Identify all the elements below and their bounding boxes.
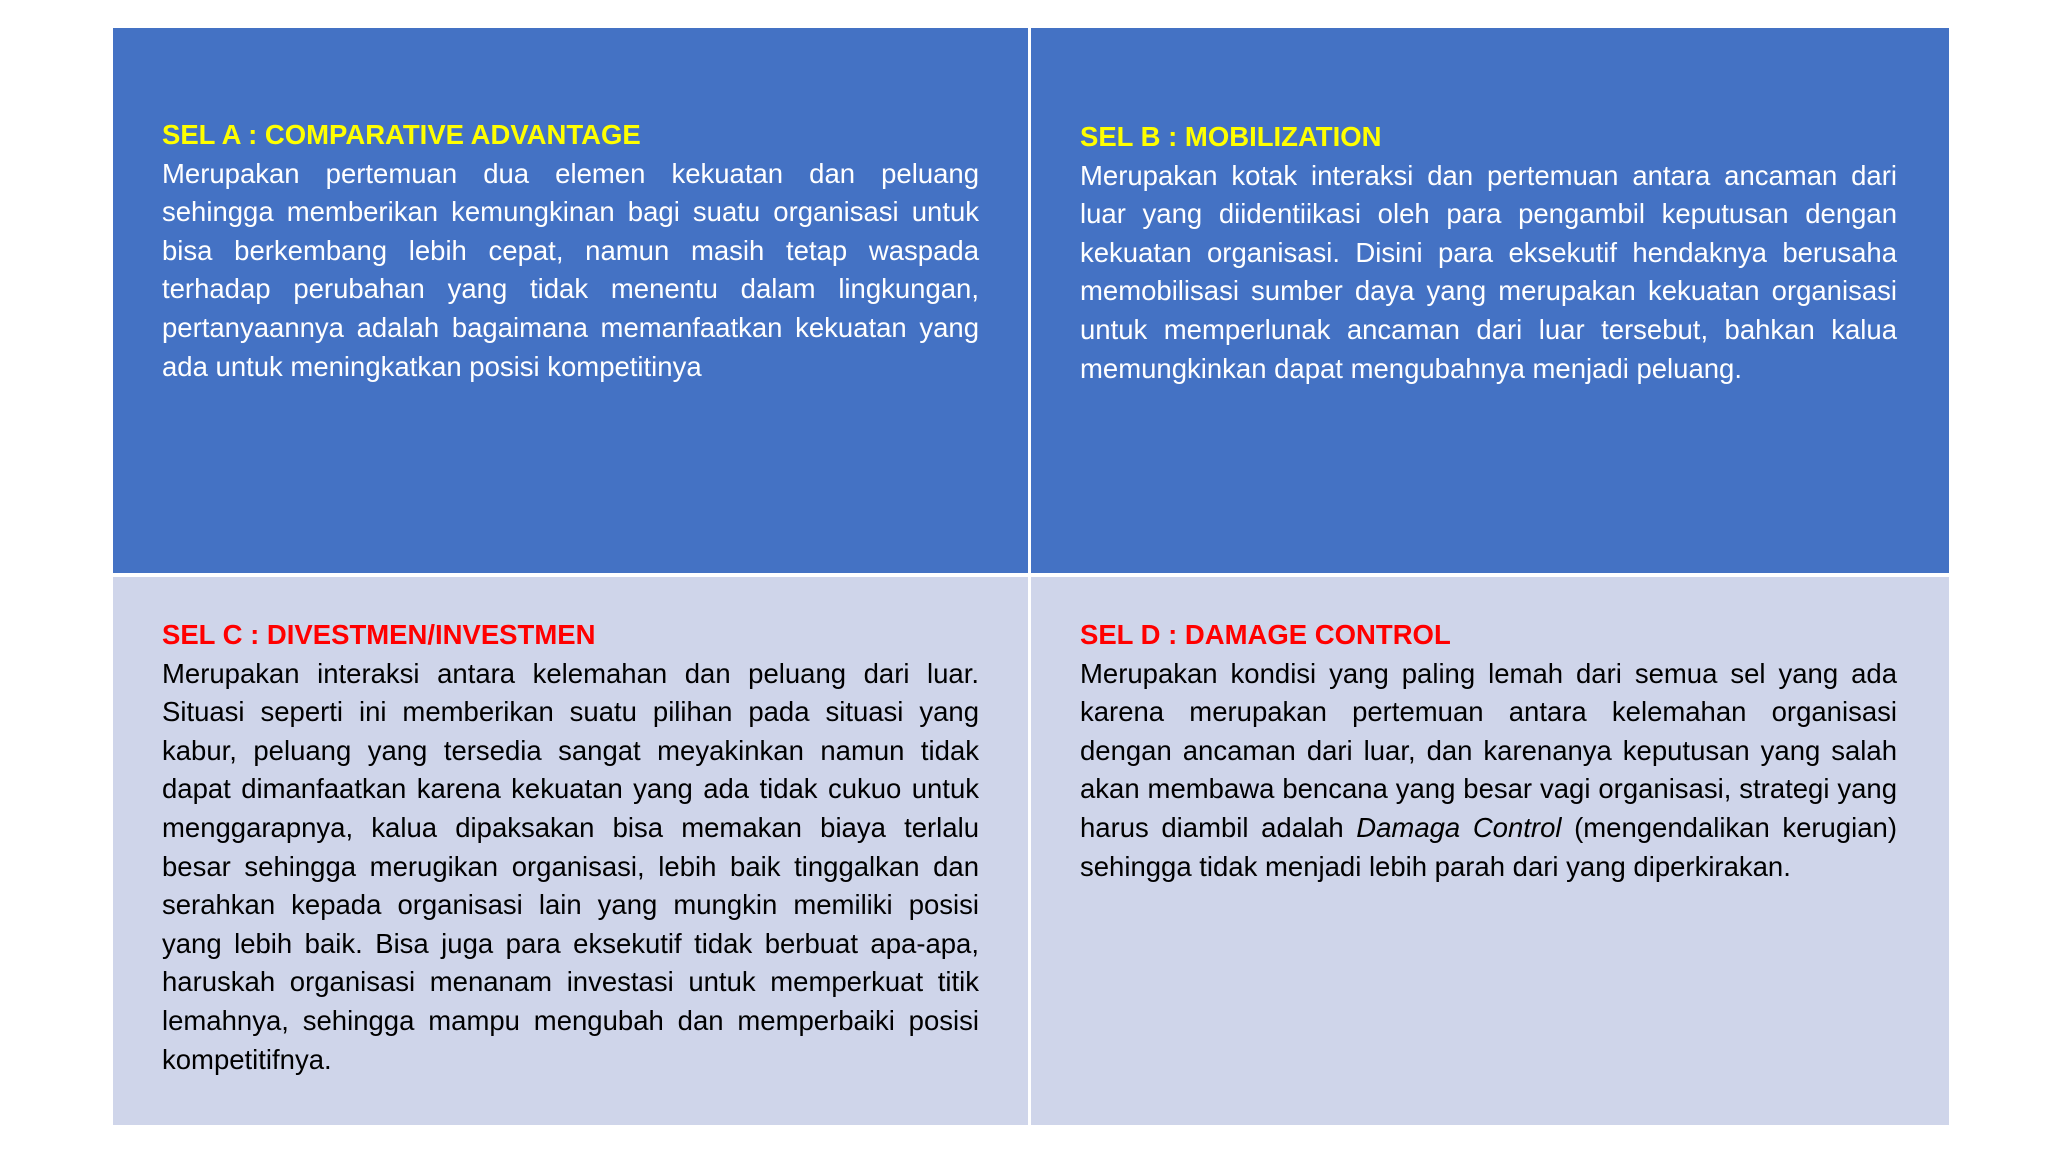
cell-d-body — [1080, 655, 1897, 887]
cell-content — [1080, 616, 1897, 886]
cell-c-body: Merupakan interaksi antara kelemahan dan peluang dari luar. Situasi seperti ini memberikan suatu pilihan pada situasi yang kabur, peluang yang tersedia sangat meyakinkan namun tidak dapat dimanfaatkan karena kekuatan yang ada tidak cukuo untuk menggarapnya, kalua dipaksakan bisa memakan biaya terlalu besar sehingga merugikan organisasi, lebih baik tinggalkan dan serahkan kepada organisasi lain yang mungkin memiliki posisi yang lebih baik. Bisa juga para eksekutif tidak berbuat apa-apa, haruskah organisasi menanam investasi untuk memperkuat titik lemahnya, sehingga mampu mengubah dan memperbaiki posisi kompetitifnya. — [162, 657, 979, 1075]
cell-b-body: Merupakan kotak interaksi dan pertemuan antara ancaman dari luar yang diidentiikasi oleh para pengambil keputusan dengan kekuatan organisasi. Disini para eksekutif hendaknya berusaha memobilisasi sumber daya yang merupakan kekuatan organisasi untuk memperlunak ancaman dari luar tersebut, bahkan kalua memungkinkan dapat mengubahnya menjadi peluang. — [1080, 159, 1897, 384]
cell-content — [1080, 118, 1897, 388]
cell-a-title: SEL A : COMPARATIVE ADVANTAGE — [162, 119, 641, 150]
cell-d-damage-control — [1031, 577, 1949, 1125]
cell-b-title: SEL B : MOBILIZATION — [1080, 121, 1382, 152]
cell-a-comparative-advantage — [113, 28, 1028, 573]
cell-d-title: SEL D : DAMAGE CONTROL — [1080, 619, 1451, 650]
cell-d-body-emphasis: Damaga Control — [1356, 811, 1562, 843]
cell-c-title: SEL C : DIVESTMEN/INVESTMEN — [162, 619, 596, 650]
swot-matrix — [113, 28, 1949, 1125]
cell-d-body-text-end: (mengendalikan kerugian) sehingga tidak menjadi lebih parah dari yang diperkirakan. — [1080, 811, 1898, 882]
cell-d-body-text: Merupakan kondisi yang paling lemah dari semua sel yang ada karena merupakan pertemuan antara kelemahan organisasi dengan ancaman dari luar, dan karenanya keputusan yang salah akan membawa bencana yang besar vagi organisasi, strategi yang harus diambil adalah — [1080, 657, 1897, 843]
cell-c-divestmen-investmen — [113, 577, 1028, 1125]
cell-b-mobilization — [1031, 28, 1949, 573]
cell-a-body: Merupakan pertemuan dua elemen kekuatan dan peluang sehingga memberikan kemungkinan bagi suatu organisasi untuk bisa berkembang lebih cepat, namun masih tetap waspada terhadap perubahan yang tidak menentu dalam lingkungan, pertanyaannya adalah bagaimana memanfaatkan kekuatan yang ada untuk meningkatkan posisi kompetitinya — [162, 157, 979, 382]
cell-content — [162, 116, 979, 386]
cell-content — [162, 616, 979, 1079]
